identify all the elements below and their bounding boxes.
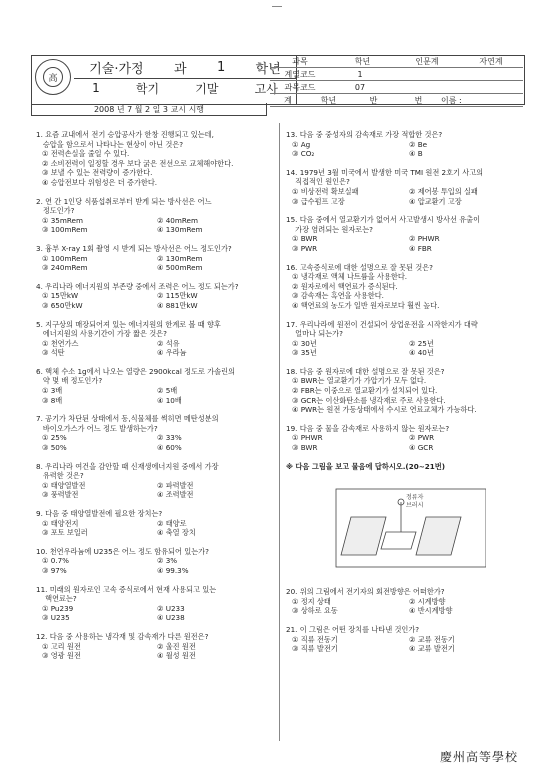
question-item (36, 462, 272, 500)
answer-options (36, 291, 272, 310)
answer-option[interactable]: ③ 감속재는 흑연을 사용한다. (292, 291, 384, 301)
answer-option[interactable]: ① 직류 전동기 (292, 634, 338, 644)
info-row-student (270, 94, 523, 107)
answer-option[interactable]: ② FBR는 이중으로 열교환기가 설치되어 있다. (292, 386, 438, 396)
answer-option[interactable]: ③ 영광 원전 (42, 651, 81, 661)
field-number: 번 (414, 95, 423, 105)
question-stem: 2. 연 간 1인당 식품섭취로부터 받게 되는 방사선은 어느 정도인가? (36, 196, 212, 216)
answer-option[interactable]: ① 3배 (42, 386, 63, 396)
question-stem: 11. 미래의 원자로인 고속 증식로에서 현재 사용되고 있는 핵연료는? (36, 584, 217, 604)
question-item (36, 282, 272, 311)
question-stem: 1. 요즘 교내에서 전기 승압공사가 한창 진행되고 있는데, 승압을 함으로서 나타나는 현상이 아닌 것은? (36, 130, 214, 149)
answer-option[interactable]: ③ 50% (42, 443, 67, 453)
answer-options (286, 376, 526, 414)
answer-option[interactable]: ④ 압교환기 고장 (409, 196, 462, 206)
question-stem: 13. 다음 중 중성자의 감속재로 가장 적합한 것은? (286, 130, 443, 139)
answer-option[interactable]: ② 울진 원전 (157, 641, 196, 651)
answer-option[interactable]: ④ 반시계방향 (409, 606, 453, 616)
answer-option[interactable]: ③ 650만kW (42, 300, 83, 310)
question-item (286, 320, 526, 358)
question-item (36, 367, 272, 405)
answer-option[interactable]: ① 100mRem (42, 253, 88, 263)
answer-options (286, 234, 526, 253)
info-humanities: 인문계 (415, 56, 439, 66)
answer-option[interactable]: ② 시계방향 (409, 596, 446, 606)
answer-option[interactable]: ② 제어봉 투입의 실패 (409, 186, 478, 196)
dc-generator-figure (306, 477, 486, 569)
answer-option[interactable]: ③ 240mRem (42, 263, 88, 273)
subject-name: 기술·가정 (89, 62, 144, 77)
answer-option[interactable]: ② 115만kW (157, 291, 198, 301)
track-code-label: 계열코드 (284, 69, 316, 79)
answer-options (36, 642, 272, 661)
answer-options (36, 149, 272, 187)
question-item (36, 632, 272, 661)
answer-option[interactable]: ② 25년 (409, 338, 434, 348)
answer-option[interactable]: ④ B (409, 149, 423, 159)
answer-option[interactable]: ③ 97% (42, 565, 67, 575)
answer-option[interactable]: ① BWR는 열교환기가 가압기가 모두 없다. (292, 376, 427, 386)
answer-option[interactable]: ① 고리 원전 (42, 641, 81, 651)
top-mark (272, 6, 282, 7)
answer-options (286, 433, 526, 452)
answer-option[interactable]: ④ PWR는 원전 가동상태에서 수시로 연료교체가 가능하다. (292, 405, 477, 415)
answer-option[interactable]: ② 소비전력이 일정할 경우 보다 굵은 전선으로 교체해야한다. (42, 158, 234, 168)
question-item (36, 320, 272, 358)
answer-option[interactable]: ① 냉각재로 액체 나트륨을 사용한다. (292, 272, 408, 282)
answer-option[interactable]: ③ 100mRem (42, 225, 88, 235)
answer-option[interactable]: ② Be (409, 139, 428, 149)
question-stem: 4. 우리나라 에너지원의 부존량 중에서 조력은 어느 정도 되는가? (36, 281, 239, 291)
exam-title-row (74, 79, 296, 97)
answer-option[interactable]: ① 15만kW (42, 291, 79, 301)
answer-option[interactable]: ④ 우라늄 (157, 348, 187, 358)
question-item (36, 244, 272, 273)
question-item (36, 585, 272, 623)
answer-option[interactable]: ① 전력손실을 줄일 수 있다. (42, 149, 130, 159)
answer-option[interactable]: ④ 99.3% (157, 565, 189, 575)
question-item (286, 424, 526, 453)
answer-option[interactable]: ② 원자로에서 핵연료가 증식된다. (292, 281, 398, 291)
info-row-category (270, 55, 523, 68)
answer-option[interactable]: ① 35mRem (42, 215, 83, 225)
answer-option[interactable]: ① 0.7% (42, 556, 69, 566)
field-track: 계 (284, 95, 292, 105)
answer-options (286, 187, 526, 206)
info-row-track-code (270, 68, 523, 81)
generator-diagram (306, 477, 486, 569)
answer-option[interactable]: ④ 60% (157, 443, 182, 453)
answer-options (36, 433, 272, 452)
question-item (36, 130, 272, 188)
question-stem: 21. 이 그림은 어떤 장치를 나타낸 것인가? (286, 625, 420, 634)
answer-options (36, 604, 272, 623)
question-item (286, 263, 526, 311)
exam-date: 2008 년 7 월 2 일 3 교시 시행 (31, 103, 267, 116)
field-class: 반 (369, 95, 378, 105)
answer-option[interactable]: ② 태양로 (157, 518, 187, 528)
answer-option[interactable]: ③ U235 (42, 613, 70, 623)
question-stem: 16. 고속증식로에 대한 설명으로 잘 못된 것은? (286, 262, 433, 272)
answer-option[interactable]: ① Ag (292, 139, 311, 149)
answer-option[interactable]: ② 40mRem (157, 215, 198, 225)
answer-option[interactable]: ② 5배 (157, 386, 178, 396)
answer-option[interactable]: ③ 석탄 (42, 348, 65, 358)
question-item (36, 414, 272, 452)
answer-option[interactable]: ④ GCR (409, 443, 434, 453)
question-stem: 8. 우리나라 여건을 감안할 때 신재생에너지원 중에서 가장 유력한 것은? (36, 461, 219, 481)
answer-option[interactable]: ① 태양전지 (42, 518, 79, 528)
question-stem: 17. 우리나라에 원전이 건설되어 상업운전을 시작한지가 대략 얼마나 되는가? (286, 319, 478, 339)
left-question-column (36, 130, 272, 670)
answer-option[interactable]: ③ 포토 보일러 (42, 528, 88, 538)
answer-option[interactable]: ④ 10배 (157, 395, 182, 405)
answer-options (286, 635, 526, 654)
question-stem: 19. 다음 중 물을 감속재로 사용하지 않는 원자로는? (286, 423, 450, 433)
answer-options (286, 140, 526, 159)
semester-label: 학기 (135, 81, 160, 96)
answer-options (286, 339, 526, 358)
question-item (36, 547, 272, 576)
answer-options (36, 386, 272, 405)
label-commutator: 정류자 (406, 494, 424, 502)
magnet-n (341, 517, 386, 555)
answer-option[interactable]: ③ 상하로 요동 (292, 606, 338, 616)
answer-option[interactable]: ① PHWR (292, 433, 323, 443)
info-subject-label: 과목 (292, 56, 308, 66)
answer-option[interactable]: ② 석유 (157, 338, 180, 348)
question-stem: 7. 공기가 차단된 상태에서 동,식물체를 썩히면 메탄성분의 바이오가스가 어느 정도 발생하는가? (36, 414, 219, 433)
answer-option[interactable]: ③ 35년 (292, 348, 317, 358)
answer-option[interactable]: ③ 보낼 수 있는 전력량이 증가한다. (42, 168, 153, 178)
answer-option[interactable]: ② 3% (157, 556, 178, 566)
answer-options (286, 272, 526, 310)
answer-option[interactable]: ③ 급수펌프 고장 (292, 196, 345, 206)
question-item (286, 130, 526, 159)
label-brush: 브러시 (406, 502, 424, 510)
field-name: 이름 : (441, 95, 462, 105)
question-stem: 14. 1979년 3월 미국에서 발생한 미국 TMI 원전 2호기 사고의 직접적인 원인은? (286, 167, 484, 187)
answer-option[interactable]: ① 천연가스 (42, 338, 79, 348)
question-item (286, 367, 526, 415)
answer-option[interactable]: ④ 승압전보다 위험성은 더 증가한다. (42, 177, 158, 187)
armature-coil (381, 532, 416, 549)
question-item (286, 215, 526, 253)
answer-option[interactable]: ① 태양열발전 (42, 480, 86, 490)
grade-number: 1 (216, 60, 226, 75)
info-row-subject-code (270, 81, 523, 94)
track-code-value: 1 (357, 69, 363, 79)
magnet-s (416, 517, 461, 555)
answer-options (36, 254, 272, 273)
question-item (286, 587, 526, 616)
answer-option[interactable]: ③ 직류 발전기 (292, 644, 338, 654)
answer-options (36, 481, 272, 500)
answer-option[interactable]: ④ U238 (157, 613, 185, 623)
exam-label: 고사 (254, 81, 278, 96)
grade-label: 학년 (255, 62, 281, 77)
question-stem: 12. 다음 중 사용하는 냉각재 및 감속재가 다른 원전은? (36, 631, 209, 641)
question-stem: 10. 천연우라늄에 U235은 어느 정도 함유되어 있는가? (36, 546, 209, 556)
answer-option[interactable]: ① 비상전력 확보실패 (292, 186, 359, 196)
question-stem: 20. 위의 그림에서 전기자의 회전방향은 어떠한가? (286, 587, 445, 597)
answer-option[interactable]: ② U233 (157, 603, 185, 613)
school-name: 慶州高等學校 (440, 750, 519, 764)
answer-option[interactable]: ① BWR (292, 234, 318, 244)
answer-option[interactable]: ① 25% (42, 433, 67, 443)
question-stem: 5. 지구상의 매장되어져 있는 에너지원의 한계로 볼 때 향후 에너지원의 사용기간이 가장 짧은 것은? (36, 319, 221, 339)
answer-option[interactable]: ④ 핵연료의 농도가 일반 원자로보다 훨씬 높다. (292, 300, 440, 310)
section-instruction: ※ 다음 그림을 보고 물음에 답하시오.(20~21번) (286, 461, 445, 471)
question-stem: 6. 핵체 수소 1g에서 나오는 열량은 2900kcal 정도로 가솔린의 약 몇 배 정도인가? (36, 366, 235, 386)
subject-title-row (74, 57, 296, 79)
answer-option[interactable]: ② 교류 전동기 (409, 634, 455, 644)
answer-option[interactable]: ① 30년 (292, 338, 317, 348)
answer-options (36, 556, 272, 575)
question-item (36, 509, 272, 538)
answer-option[interactable]: ③ 풍력발전 (42, 490, 79, 500)
column-divider (279, 123, 280, 741)
school-logo-char: 高 (43, 67, 63, 87)
answer-option[interactable]: ② 130mRem (157, 253, 203, 263)
answer-option[interactable]: ② 파력발전 (157, 480, 194, 490)
answer-options (36, 339, 272, 358)
answer-option[interactable]: ① Pu239 (42, 603, 74, 613)
student-info-grid (270, 55, 523, 115)
info-grade-label: 학년 (354, 56, 371, 66)
answer-option[interactable]: ③ CO₂ (292, 149, 315, 159)
answer-option[interactable]: ③ BWR (292, 443, 318, 453)
answer-option[interactable]: ② PHWR (409, 234, 440, 244)
question-item (286, 168, 526, 206)
answer-option[interactable]: ② PWR (409, 433, 435, 443)
answer-option[interactable]: ④ 교류 발전기 (409, 644, 455, 654)
subject-suffix: 과 (173, 62, 187, 77)
answer-options (36, 519, 272, 538)
answer-option[interactable]: ④ 500mRem (157, 263, 203, 273)
answer-option[interactable]: ④ 881만kW (157, 300, 198, 310)
subject-code-value: 07 (354, 82, 366, 92)
answer-option[interactable]: ② 33% (157, 433, 182, 443)
question-stem: 18. 다음 중 원자로에 대한 설명으로 잘 못된 것은? (286, 366, 445, 376)
question-item (286, 625, 526, 654)
exam-type: 기말 (195, 81, 219, 96)
field-grade: 학년 (320, 95, 337, 105)
answer-option[interactable]: ① 정지 상태 (292, 596, 331, 606)
answer-option[interactable]: ③ GCR는 이산화탄소를 냉각재로 주로 사용한다. (292, 395, 446, 405)
question-item (36, 197, 272, 235)
question-stem: 15. 다음 중에서 열교환기가 없어서 사고발생시 방사선 유출이 가장 염려되는 원자로는? (286, 215, 481, 234)
answer-option[interactable]: ③ PWR (292, 243, 318, 253)
answer-option[interactable]: ④ 축열 장치 (157, 528, 196, 538)
answer-option[interactable]: ④ 조력발전 (157, 490, 194, 500)
answer-option[interactable]: ③ 8배 (42, 395, 63, 405)
right-question-column (286, 130, 526, 663)
answer-option[interactable]: ④ 40년 (409, 348, 434, 358)
answer-options (286, 597, 526, 616)
answer-options (36, 216, 272, 235)
info-science: 자연계 (479, 56, 503, 66)
school-logo (35, 59, 71, 95)
answer-option[interactable]: ④ 130mRem (157, 225, 203, 235)
semester-number: 1 (92, 81, 100, 95)
question-stem: 9. 다음 중 태양열발전에 필요한 장치는? (36, 509, 163, 518)
answer-option[interactable]: ④ 월성 원전 (157, 651, 196, 661)
answer-option[interactable]: ④ FBR (409, 243, 432, 253)
subject-code-label: 과목코드 (284, 82, 316, 92)
question-stem: 3. 흉부 X-ray 1회 촬영 시 받게 되는 방사선은 어느 정도인가? (36, 243, 232, 253)
